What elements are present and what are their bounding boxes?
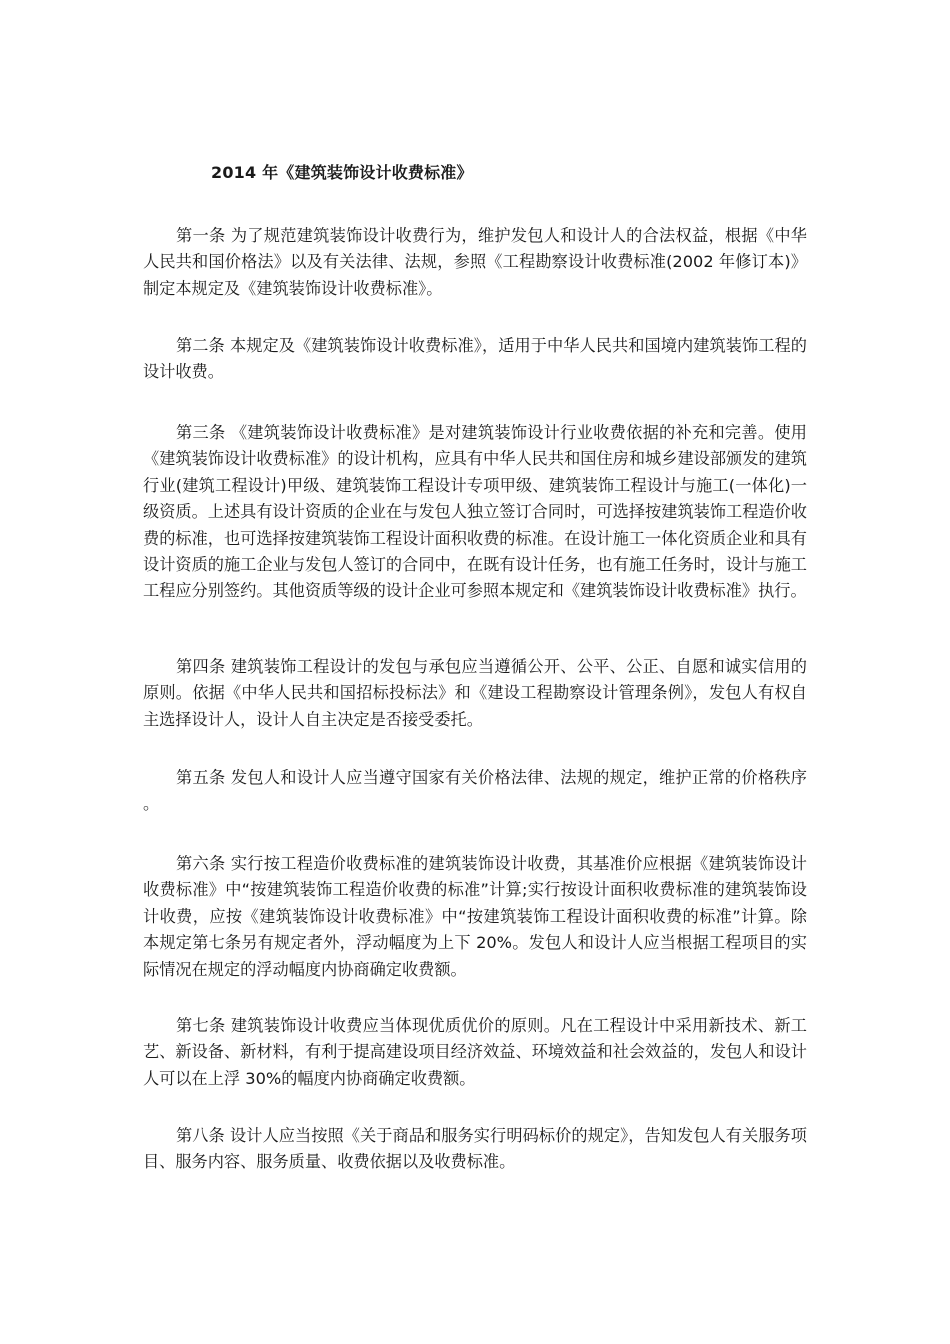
article-3: 第三条 《建筑装饰设计收费标准》是对建筑装饰设计行业收费依据的补充和完善。使用《建筑装饰设计收费标准》的设计机构，应具有中华人民共和国住房和城乡建设部颁发的建筑行业(建筑工程设计)甲级、建筑装饰工程设计专项甲级、建筑装饰工程设计与施工(一体化)一级资质。上述具有设计资质的企业在与发包人独立签订合同时，可选择按建筑装饰工程造价收费的标准，也可选择按建筑装饰工程设计面积收费的标准。在设计施工一体化资质企业和具有设计资质的施工企业与发包人签订的合同中，在既有设计任务，也有施工任务时，设计与施工工程应分别签约。其他资质等级的设计企业可参照本规定和《建筑装饰设计收费标准》执行。: [143, 423, 807, 601]
article-5: 第五条 发包人和设计人应当遵守国家有关价格法律、法规的规定，维护正常的价格秩序。: [143, 768, 807, 814]
article-2: 第二条 本规定及《建筑装饰设计收费标准》，适用于中华人民共和国境内建筑装饰工程的设计收费。: [143, 336, 807, 382]
article-4: 第四条 建筑装饰工程设计的发包与承包应当遵循公开、公平、公正、自愿和诚实信用的原则。依据《中华人民共和国招标投标法》和《建设工程勘察设计管理条例》，发包人有权自主选择设计人，设计人自主决定是否接受委托。: [143, 657, 807, 729]
document-title: 2014 年《建筑装饰设计收费标准》: [211, 163, 473, 182]
article-1: 第一条 为了规范建筑装饰设计收费行为，维护发包人和设计人的合法权益，根据《中华人民共和国价格法》以及有关法律、法规，参照《工程勘察设计收费标准(2002 年修订本)》制定本规定及《建筑装饰设计收费标准》。: [143, 226, 807, 298]
article-7: 第七条 建筑装饰设计收费应当体现优质优价的原则。凡在工程设计中采用新技术、新工艺、新设备、新材料，有利于提高建设项目经济效益、环境效益和社会效益的，发包人和设计人可以在上浮 30%的幅度内协商确定收费额。: [143, 1016, 807, 1088]
article-6: 第六条 实行按工程造价收费标准的建筑装饰设计收费，其基准价应根据《建筑装饰设计收费标准》中“按建筑装饰工程造价收费的标准”计算;实行按设计面积收费标准的建筑装饰设计收费，应按《建筑装饰设计收费标准》中“按建筑装饰工程设计面积收费的标准”计算。除本规定第七条另有规定者外，浮动幅度为上下 20%。发包人和设计人应当根据工程项目的实际情况在规定的浮动幅度内协商确定收费额。: [143, 854, 807, 979]
article-8: 第八条 设计人应当按照《关于商品和服务实行明码标价的规定》，告知发包人有关服务项目、服务内容、服务质量、收费依据以及收费标准。: [143, 1126, 807, 1172]
